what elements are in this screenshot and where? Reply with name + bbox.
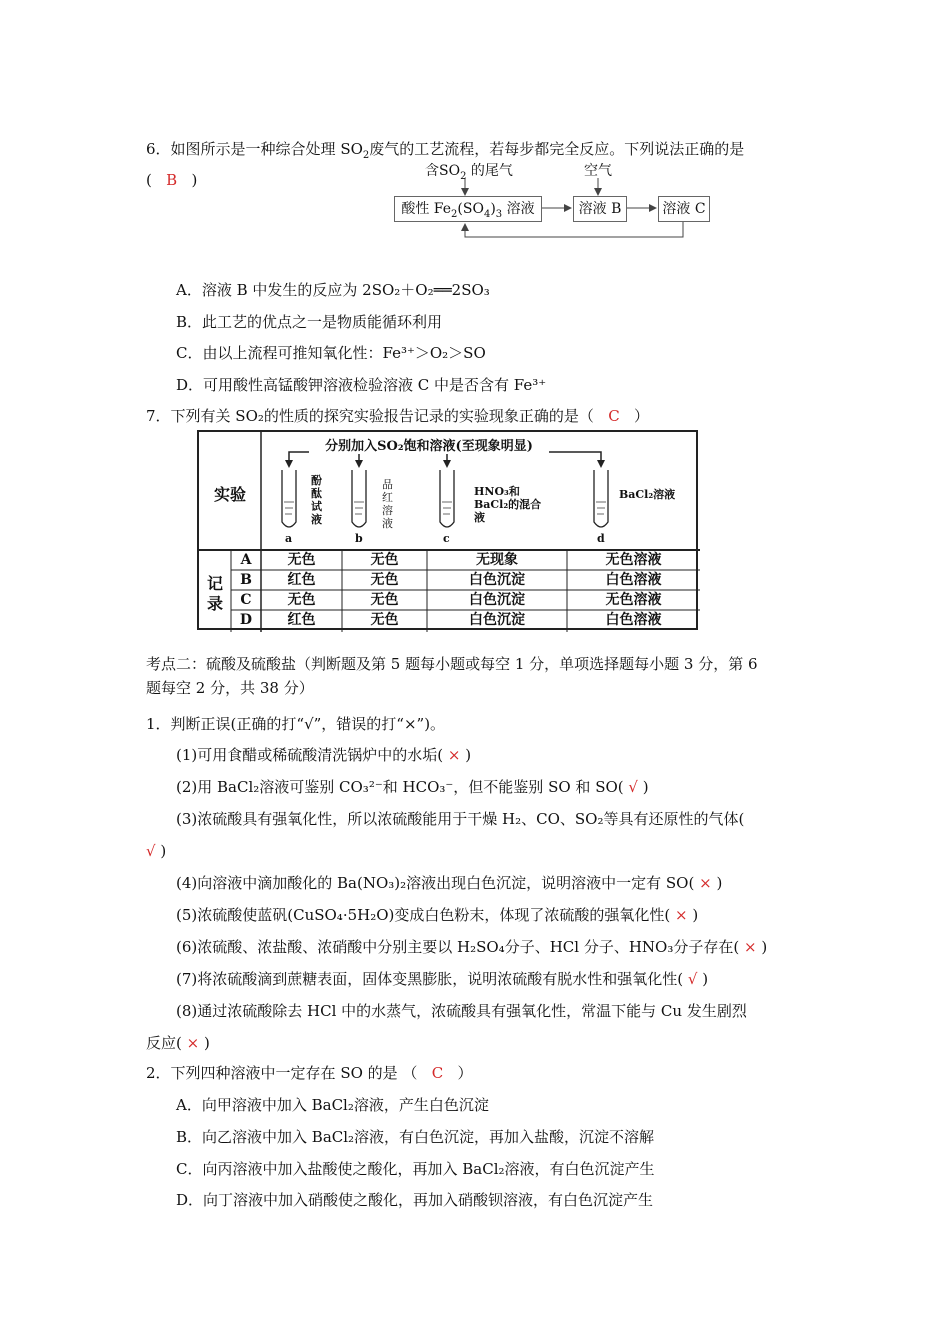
- q1-item: (1)可用食醋或稀硫酸清洗锅炉中的水垢( × ): [176, 746, 472, 764]
- q6-stem: 6．如图所示是一种综合处理 $SO_2$废气的工艺流程，若每步都完全反应。下列说法正确的是: [146, 140, 745, 161]
- q1-answer-mark: √: [687, 970, 698, 988]
- q7-stem: 7．下列有关 SO₂的性质的探究实验报告记录的实验现象正确的是（ C ）: [146, 407, 650, 425]
- record-cell: 无色: [370, 552, 399, 568]
- tube-liquid: [284, 502, 606, 514]
- q1-item: (3)浓硫酸具有强氧化性，所以浓硫酸能用于干燥 H₂、CO、SO₂等具有还原性的气体(: [176, 810, 745, 828]
- q1-answer-mark: ×: [186, 1034, 200, 1052]
- section2-title-1: 考点二：硫酸及硫酸盐（判断题及第 5 题每小题或每空 1 分，单项选择题每小题 3 分，第 6: [146, 655, 758, 673]
- q6-option-d: D．可用酸性高锰酸钾溶液检验溶液 C 中是否含有 Fe³⁺: [176, 376, 547, 394]
- record-cell: 无色: [370, 572, 399, 588]
- q6-option-b: B．此工艺的优点之一是物质能循环利用: [176, 313, 443, 331]
- record-cell: 无色溶液: [605, 552, 662, 568]
- q2-answer: C: [431, 1064, 444, 1082]
- flow-box-1: 酸性 $Fe_2(SO_4)_3$ 溶液: [394, 196, 542, 222]
- q6-option-a: A．溶液 B 中发生的反应为 2SO₂＋O₂══2SO₃: [176, 281, 490, 299]
- record-row-key: A: [240, 552, 252, 568]
- record-cell: 无色溶液: [605, 592, 662, 608]
- q1-item-continuation: 反应( × ): [146, 1034, 210, 1052]
- q1-item: (5)浓硫酸使蓝矾(CuSO₄·5H₂O)变成白色粉末，体现了浓硫酸的强氧化性( × ): [176, 906, 699, 924]
- record-cell: 白色沉淀: [469, 612, 525, 628]
- record-cell: 无色: [287, 592, 316, 608]
- tube-d-label: BaCl₂溶液: [619, 488, 676, 501]
- record-cell: 无现象: [476, 552, 518, 568]
- q1-answer-mark: ×: [743, 938, 757, 956]
- record-row-key: C: [240, 592, 252, 608]
- tube-a-letter: a: [285, 532, 293, 545]
- q1-item: (8)通过浓硫酸除去 HCl 中的水蒸气，浓硫酸具有强氧化性，常温下能与 Cu 发生剧烈: [176, 1002, 747, 1020]
- q1-answer-mark: ×: [447, 746, 461, 764]
- q1-answer-mark: ×: [675, 906, 688, 924]
- q7-experiment-table: [197, 430, 698, 630]
- section2-title-2: 题每空 2 分，共 38 分）: [146, 679, 314, 697]
- q1-item-continuation: √ ): [146, 842, 167, 860]
- q1-item: (2)用 BaCl₂溶液可鉴别 CO₃²⁻和 HCO₃⁻，但不能鉴别 SO 和 SO( √ ): [176, 778, 649, 796]
- tube-b-label: 品红溶液: [382, 478, 393, 530]
- record-cell: 白色溶液: [605, 612, 662, 628]
- record-cell: 白色沉淀: [469, 572, 525, 588]
- q1-item: (7)将浓硫酸滴到蔗糖表面，固体变黑膨胀，说明浓硫酸有脱水性和强氧化性( √ ): [176, 970, 709, 988]
- q2-option-b: B．向乙溶液中加入 BaCl₂溶液，有白色沉淀，再加入盐酸，沉淀不溶解: [176, 1128, 655, 1146]
- record-row-key: B: [240, 572, 252, 588]
- tube-d-letter: d: [597, 532, 605, 545]
- tube-b-letter: b: [355, 532, 363, 545]
- tube-c-letter: c: [443, 532, 450, 545]
- flow-input-label: 含$SO_2$ 的尾气: [425, 163, 513, 182]
- row-label-record: 记录: [206, 574, 223, 613]
- q1-item: (4)向溶液中滴加酸化的 Ba(NO₃)₂溶液出现白色沉淀，说明溶液中一定有 SO( × ): [176, 874, 723, 892]
- row-label-experiment: 实验: [213, 485, 246, 504]
- table-header: 分别加入SO₂饱和溶液(至现象明显): [309, 435, 549, 454]
- arrow-recycle: [465, 221, 683, 237]
- q2-stem: 2．下列四种溶液中一定存在 SO 的是 （ C ）: [146, 1064, 473, 1082]
- record-row-key: D: [239, 612, 253, 628]
- tube-c-label: HNO₃和BaCl₂的混合液: [474, 485, 542, 524]
- flow-air-label: 空气: [584, 163, 612, 179]
- record-cell: 红色: [287, 572, 316, 588]
- test-tubes: [282, 470, 608, 527]
- q1-item: (6)浓硫酸、浓盐酸、浓硝酸中分别主要以 H₂SO₄分子、HCl 分子、HNO₃分子存在( × ): [176, 938, 768, 956]
- q6-answer: B: [166, 171, 178, 189]
- q1-answer-mark: √: [628, 778, 638, 796]
- record-cell: 白色沉淀: [469, 592, 525, 608]
- record-cell: 无色: [370, 612, 399, 628]
- q7-answer: C: [608, 407, 620, 425]
- record-cell: 无色: [370, 592, 399, 608]
- flow-box-3: 溶液 C: [658, 196, 710, 222]
- record-cell: 白色溶液: [605, 572, 662, 588]
- q2-option-a: A．向甲溶液中加入 BaCl₂溶液，产生白色沉淀: [176, 1096, 489, 1114]
- record-cell: 无色: [287, 552, 316, 568]
- q2-option-d: D．向丁溶液中加入硝酸使之酸化，再加入硝酸钡溶液，有白色沉淀产生: [176, 1191, 654, 1209]
- q6-answer-line: ( B ): [146, 171, 198, 189]
- q1-answer-mark: √: [146, 842, 156, 860]
- record-cell: 红色: [287, 612, 316, 628]
- q2-option-c: C．向丙溶液中加入盐酸使之酸化，再加入 BaCl₂溶液，有白色沉淀产生: [176, 1160, 655, 1178]
- q1-answer-mark: ×: [699, 874, 712, 892]
- q1-stem: 1．判断正误(正确的打“√”，错误的打“×”)。: [146, 715, 446, 733]
- q6-option-c: C．由以上流程可推知氧化性：Fe³⁺＞O₂＞SO: [176, 344, 486, 362]
- tube-a-label: 酚酞试液: [311, 474, 322, 526]
- flow-box-2: 溶液 B: [573, 196, 627, 222]
